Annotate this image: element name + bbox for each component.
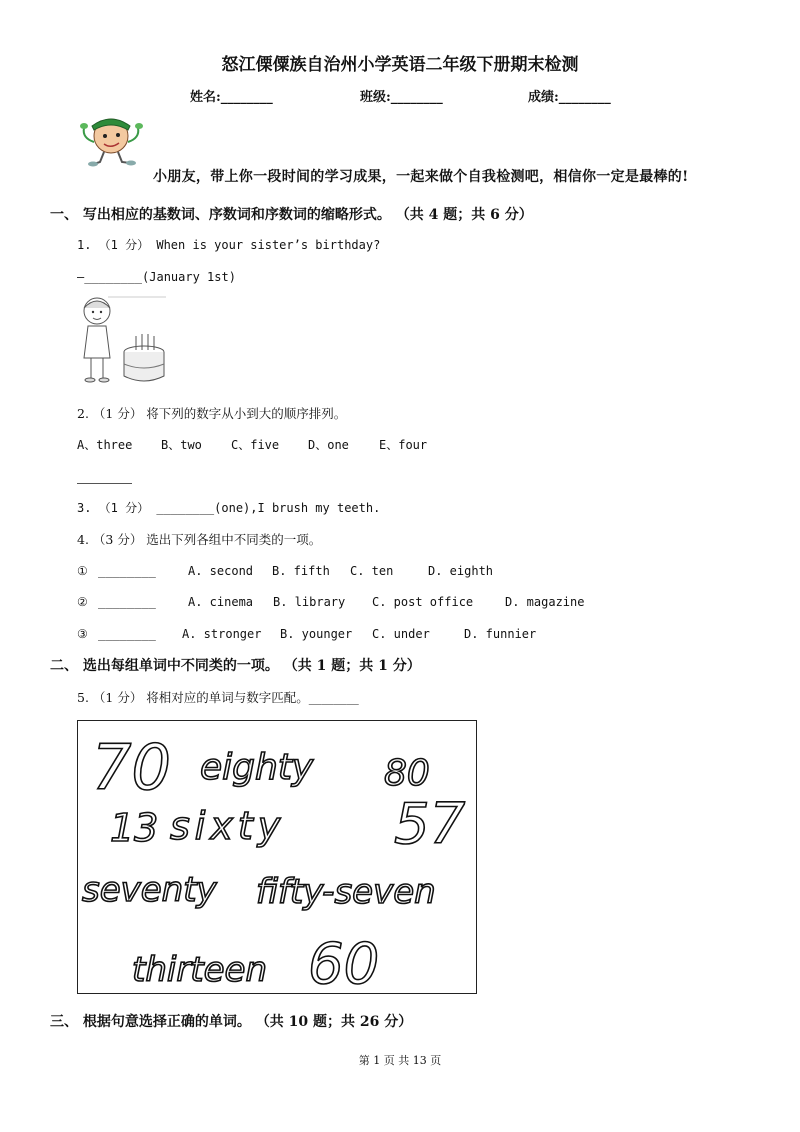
number-word-matching-image (77, 720, 477, 994)
question-1-text: 1. （1 分） When is your sister’s birthday? (77, 238, 381, 252)
question-2-answer-blank[interactable] (77, 483, 132, 484)
match-item-seventy: seventy (82, 870, 217, 910)
question-4-row-2-num: ② (77, 595, 88, 609)
page-title: 怒江傈僳族自治州小学英语二年级下册期末检测 (221, 55, 579, 75)
class-field-label: 班级:________ (360, 90, 443, 105)
mascot-illustration (76, 114, 146, 168)
question-4-row-2-option-b: B. library (273, 595, 346, 609)
question-4-row-3-option-b: B. younger (280, 627, 353, 641)
section-2-heading: 二、 选出每组单词中不同类的一项。 （共 1 题；共 1 分） (50, 658, 421, 674)
section-1-heading: 一、 写出相应的基数词、序数词和序数词的缩略形式。 （共 4 题；共 6 分） (50, 207, 533, 223)
match-item-fifty-seven: fifty-seven (256, 872, 436, 912)
question-4-row-3-num: ③ (77, 627, 88, 641)
question-2-option-b: B、two (161, 438, 202, 452)
question-2-option-a: A、three (77, 438, 133, 452)
question-2-option-c: C、five (231, 438, 280, 452)
section-3-heading: 三、 根据句意选择正确的单词。 （共 10 题；共 26 分） (50, 1014, 413, 1030)
name-field-label: 姓名:________ (190, 90, 273, 105)
question-2-option-d: D、one (308, 438, 349, 452)
question-4-row-1-num: ① (77, 564, 88, 578)
score-field-label: 成绩:________ (528, 90, 611, 105)
question-3-text: 3. （1 分） ________(one),I brush my teeth. (77, 501, 381, 515)
match-item-80: 80 (384, 753, 430, 794)
question-4-row-3-option-a: A. stronger (182, 627, 262, 641)
question-4-row-2-option-c: C. post office (372, 595, 474, 609)
match-item-thirteen: thirteen (132, 950, 268, 990)
girl-birthday-cake-illustration (78, 296, 168, 388)
question-2-option-e: E、four (379, 438, 428, 452)
question-4-row-2-option-a: A. cinema (188, 595, 254, 609)
question-4-row-3-option-c: C. under (372, 627, 430, 641)
match-item-70: 70 (92, 731, 171, 804)
question-2-text: 2. （1 分） 将下列的数字从小到大的顺序排列。 (77, 406, 347, 421)
question-4-row-3-option-d: D. funnier (464, 627, 537, 641)
question-4-text: 4. （3 分） 选出下列各组中不同类的一项。 (77, 532, 322, 547)
match-item-13: 13 (110, 806, 159, 850)
match-item-60: 60 (308, 932, 380, 993)
page-footer: 第 1 页 共 13 页 (358, 1054, 442, 1067)
match-item-57: 57 (394, 792, 466, 857)
question-4-row-1-option-c: C. ten (350, 564, 394, 578)
question-4-row-1-option-b: B. fifth (272, 564, 330, 578)
question-4-row-1-option-d: D. eighth (428, 564, 494, 578)
question-4-row-2-option-d: D. magazine (505, 595, 585, 609)
question-4-row-3-blank[interactable]: ________ (98, 627, 156, 641)
question-4-row-1-blank[interactable]: ________ (98, 564, 156, 578)
question-4-row-1-option-a: A. second (188, 564, 254, 578)
match-item-sixty: sixty (170, 804, 286, 848)
intro-text: 小朋友，带上你一段时间的学习成果，一起来做个自我检测吧，相信你一定是最棒的! (153, 169, 689, 185)
question-1-answer-line: —________(January 1st) (77, 270, 236, 284)
match-item-eighty: eighty (200, 747, 314, 788)
question-5-text: 5. （1 分） 将相对应的单词与数字匹配。________ (77, 690, 359, 705)
question-4-row-2-blank[interactable]: ________ (98, 595, 156, 609)
